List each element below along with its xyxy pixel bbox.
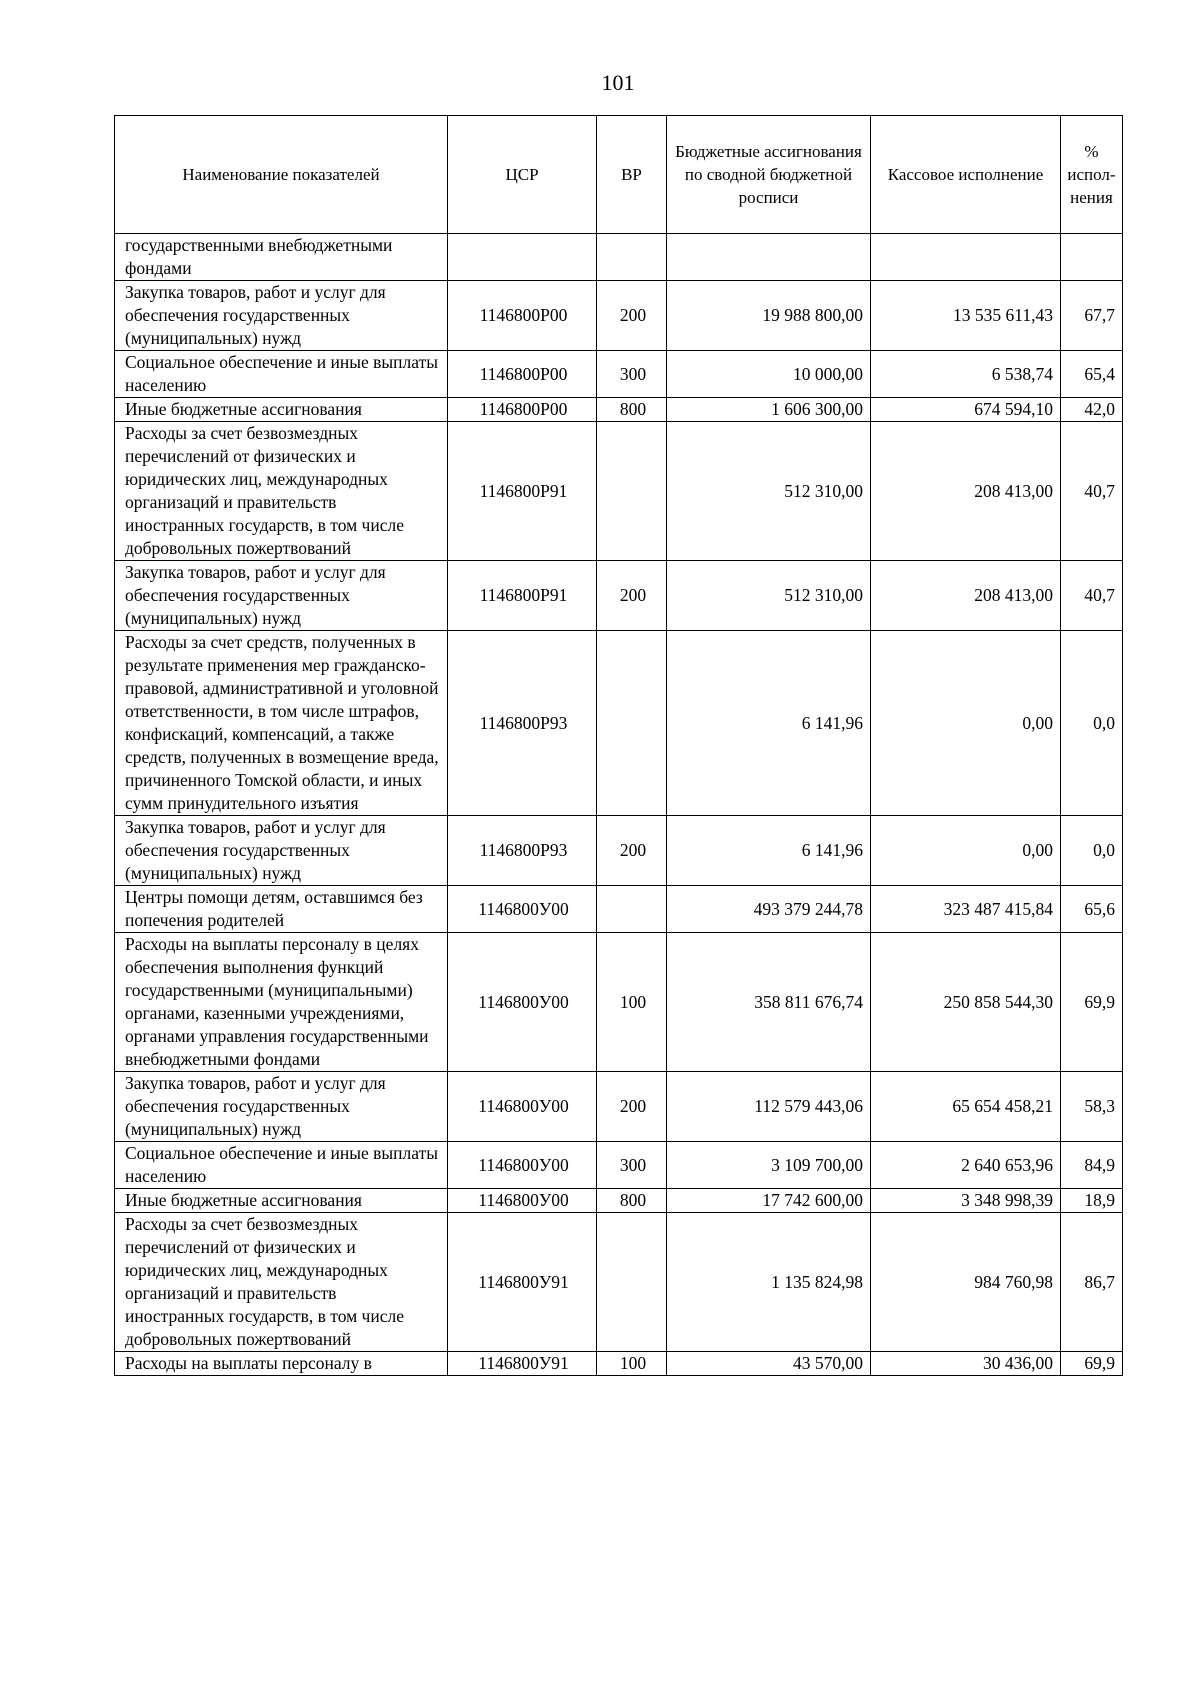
row-percent: 0,0 <box>1061 631 1123 816</box>
row-vr: 200 <box>597 816 667 886</box>
row-budget: 19 988 800,00 <box>667 281 871 351</box>
table-row <box>115 886 1123 933</box>
row-cash: 3 348 998,39 <box>871 1189 1061 1213</box>
row-name: Иные бюджетные ассигнования <box>115 1189 448 1213</box>
row-budget: 17 742 600,00 <box>667 1189 871 1213</box>
row-percent: 65,4 <box>1061 351 1123 398</box>
row-budget: 512 310,00 <box>667 561 871 631</box>
row-budget: 1 606 300,00 <box>667 398 871 422</box>
row-cash: 65 654 458,21 <box>871 1072 1061 1142</box>
row-percent: 40,7 <box>1061 422 1123 561</box>
row-percent: 84,9 <box>1061 1142 1123 1189</box>
row-vr: 300 <box>597 1142 667 1189</box>
row-cash: 250 858 544,30 <box>871 933 1061 1072</box>
table-row <box>115 422 1123 561</box>
table-row <box>115 933 1123 1072</box>
row-vr: 800 <box>597 1189 667 1213</box>
row-percent: 42,0 <box>1061 398 1123 422</box>
table-row <box>115 1352 1123 1376</box>
row-vr: 200 <box>597 1072 667 1142</box>
row-name: Закупка товаров, работ и услуг для обеспечения государственных (муниципальных) нужд <box>115 561 448 631</box>
row-name: Закупка товаров, работ и услуг для обеспечения государственных (муниципальных) нужд <box>115 281 448 351</box>
row-cash <box>871 234 1061 281</box>
row-name: Расходы на выплаты персоналу в целях обеспечения выполнения функций государственными (муниципальными) органами, казенными учреждениями, органами управления государственными внебюджетными фондами <box>115 933 448 1072</box>
row-csr: 1146800Р00 <box>448 351 597 398</box>
row-cash: 208 413,00 <box>871 422 1061 561</box>
row-percent: 69,9 <box>1061 933 1123 1072</box>
row-cash: 30 436,00 <box>871 1352 1061 1376</box>
row-name: Центры помощи детям, оставшимся без попечения родителей <box>115 886 448 933</box>
row-cash: 6 538,74 <box>871 351 1061 398</box>
row-budget: 3 109 700,00 <box>667 1142 871 1189</box>
table-row <box>115 234 1123 281</box>
row-csr: 1146800У00 <box>448 1189 597 1213</box>
header-name: Наименование показателей <box>115 116 448 234</box>
row-name: Социальное обеспечение и иные выплаты населению <box>115 351 448 398</box>
row-vr <box>597 886 667 933</box>
row-name: Социальное обеспечение и иные выплаты населению <box>115 1142 448 1189</box>
row-name: Иные бюджетные ассигнования <box>115 398 448 422</box>
row-vr <box>597 631 667 816</box>
row-vr: 200 <box>597 281 667 351</box>
row-vr: 100 <box>597 933 667 1072</box>
row-csr <box>448 234 597 281</box>
row-budget: 493 379 244,78 <box>667 886 871 933</box>
row-budget: 112 579 443,06 <box>667 1072 871 1142</box>
row-budget: 6 141,96 <box>667 631 871 816</box>
row-csr: 1146800У00 <box>448 1142 597 1189</box>
budget-table <box>114 115 1123 1376</box>
row-percent: 65,6 <box>1061 886 1123 933</box>
row-vr: 300 <box>597 351 667 398</box>
row-budget: 43 570,00 <box>667 1352 871 1376</box>
row-budget: 1 135 824,98 <box>667 1213 871 1352</box>
table-header-row <box>115 116 1123 234</box>
row-csr: 1146800Р91 <box>448 422 597 561</box>
row-cash: 674 594,10 <box>871 398 1061 422</box>
header-cash: Кассовое исполнение <box>871 116 1061 234</box>
row-csr: 1146800У91 <box>448 1352 597 1376</box>
row-percent <box>1061 234 1123 281</box>
row-percent: 40,7 <box>1061 561 1123 631</box>
row-csr: 1146800Р00 <box>448 398 597 422</box>
page-number: 101 <box>601 70 635 95</box>
row-percent: 67,7 <box>1061 281 1123 351</box>
row-budget: 6 141,96 <box>667 816 871 886</box>
row-budget: 512 310,00 <box>667 422 871 561</box>
table-row <box>115 1189 1123 1213</box>
row-percent: 0,0 <box>1061 816 1123 886</box>
row-budget <box>667 234 871 281</box>
row-vr: 800 <box>597 398 667 422</box>
row-csr: 1146800У00 <box>448 1072 597 1142</box>
row-name: государственными внебюджетными фондами <box>115 234 448 281</box>
row-vr <box>597 1213 667 1352</box>
table-row <box>115 281 1123 351</box>
table-row <box>115 816 1123 886</box>
row-name: Расходы за счет безвозмездных перечислений от физических и юридических лиц, международных организаций и правительств иностранных государств, в том числе добровольных пожертвований <box>115 422 448 561</box>
row-percent: 69,9 <box>1061 1352 1123 1376</box>
table-row <box>115 1213 1123 1352</box>
row-vr: 100 <box>597 1352 667 1376</box>
row-cash: 208 413,00 <box>871 561 1061 631</box>
row-csr: 1146800У00 <box>448 886 597 933</box>
table-row <box>115 561 1123 631</box>
row-percent: 86,7 <box>1061 1213 1123 1352</box>
row-name: Закупка товаров, работ и услуг для обеспечения государственных (муниципальных) нужд <box>115 1072 448 1142</box>
header-budget: Бюджетные ассигнования по сводной бюджетной росписи <box>667 116 871 234</box>
row-cash: 0,00 <box>871 816 1061 886</box>
row-cash: 0,00 <box>871 631 1061 816</box>
table-row <box>115 1072 1123 1142</box>
row-name: Расходы за счет средств, полученных в результате применения мер гражданско-правовой, административной и уголовной ответственности, в том числе штрафов, конфискаций, компенсаций, а также средств, полученных в возмещение вреда, причиненного Томской области, и иных сумм принудительного изъятия <box>115 631 448 816</box>
row-vr: 200 <box>597 561 667 631</box>
row-budget: 358 811 676,74 <box>667 933 871 1072</box>
row-cash: 984 760,98 <box>871 1213 1061 1352</box>
row-cash: 323 487 415,84 <box>871 886 1061 933</box>
row-vr <box>597 234 667 281</box>
row-name: Расходы на выплаты персоналу в <box>115 1352 448 1376</box>
table-row <box>115 631 1123 816</box>
row-csr: 1146800У00 <box>448 933 597 1072</box>
header-percent: % испол-нения <box>1061 116 1123 234</box>
row-percent: 18,9 <box>1061 1189 1123 1213</box>
table-row <box>115 398 1123 422</box>
row-name: Расходы за счет безвозмездных перечислений от физических и юридических лиц, международных организаций и правительств иностранных государств, в том числе добровольных пожертвований <box>115 1213 448 1352</box>
row-csr: 1146800Р00 <box>448 281 597 351</box>
table-row <box>115 351 1123 398</box>
row-csr: 1146800Р91 <box>448 561 597 631</box>
row-name: Закупка товаров, работ и услуг для обеспечения государственных (муниципальных) нужд <box>115 816 448 886</box>
row-cash: 2 640 653,96 <box>871 1142 1061 1189</box>
header-csr: ЦСР <box>448 116 597 234</box>
table-row <box>115 1142 1123 1189</box>
row-csr: 1146800У91 <box>448 1213 597 1352</box>
row-vr <box>597 422 667 561</box>
row-percent: 58,3 <box>1061 1072 1123 1142</box>
row-csr: 1146800Р93 <box>448 631 597 816</box>
row-budget: 10 000,00 <box>667 351 871 398</box>
row-cash: 13 535 611,43 <box>871 281 1061 351</box>
header-vr: ВР <box>597 116 667 234</box>
row-csr: 1146800Р93 <box>448 816 597 886</box>
